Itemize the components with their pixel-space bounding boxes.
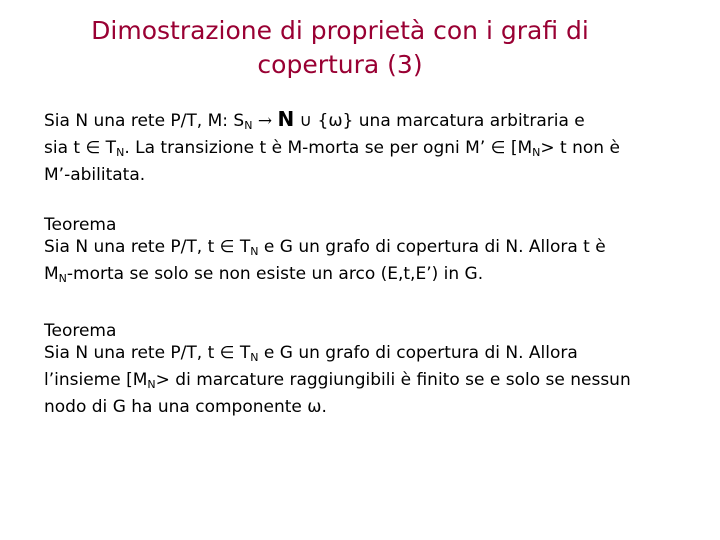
definition-line-3: M’-abilitata. (44, 165, 146, 185)
theorem-text: Sia N una rete P/T, t ∈ T (44, 343, 251, 363)
theorem-1-heading: Teorema (44, 215, 117, 235)
definition-text: > t non è (540, 138, 620, 158)
theorem-2 (44, 320, 694, 418)
naturals-symbol: N (277, 107, 295, 131)
slide-body (44, 108, 694, 418)
slide-title-line-2: copertura (3) (257, 50, 423, 79)
definition-text: ∪ {ω} una marcatura arbitraria e (294, 111, 585, 131)
theorem-text: Sia N una rete P/T, t ∈ T (44, 237, 251, 257)
definition-line-1 (44, 108, 694, 137)
theorem-text: l’insieme [M (44, 370, 148, 390)
subscript: N (116, 146, 125, 159)
theorem-2-line-1 (44, 342, 694, 369)
slide-title-line-1: Dimostrazione di proprietà con i grafi di (91, 16, 589, 45)
theorem-2-line-3: nodo di G ha una componente ω. (44, 397, 327, 417)
theorem-1-line-1 (44, 236, 694, 263)
theorem-text: e G un grafo di copertura di N. Allora t è (258, 237, 606, 257)
subscript: N (244, 119, 253, 132)
theorem-text: M (44, 264, 59, 284)
theorem-2-line-2 (44, 369, 694, 396)
subscript: N (250, 245, 259, 258)
theorem-2-heading: Teorema (44, 321, 117, 341)
theorem-1 (44, 214, 694, 290)
theorem-1-line-2 (44, 263, 694, 290)
definition-text: Sia N una rete P/T, M: S (44, 111, 245, 131)
slide-title (40, 14, 640, 82)
subscript: N (147, 378, 156, 391)
subscript: N (250, 351, 259, 364)
theorem-text: > di marcature raggiungibili è finito se e solo se nessun (155, 370, 631, 390)
subscript: N (532, 146, 541, 159)
arrow-symbol: → (252, 111, 278, 131)
definition-paragraph (44, 108, 694, 186)
definition-text: . La transizione t è M-morta se per ogni M’ ∈ [M (124, 138, 533, 158)
theorem-text: -morta se solo se non esiste un arco (E,t,E’) in G. (66, 264, 484, 284)
definition-text: sia t ∈ T (44, 138, 117, 158)
definition-line-2 (44, 137, 694, 164)
theorem-text: e G un grafo di copertura di N. Allora (258, 343, 578, 363)
subscript: N (58, 272, 67, 285)
